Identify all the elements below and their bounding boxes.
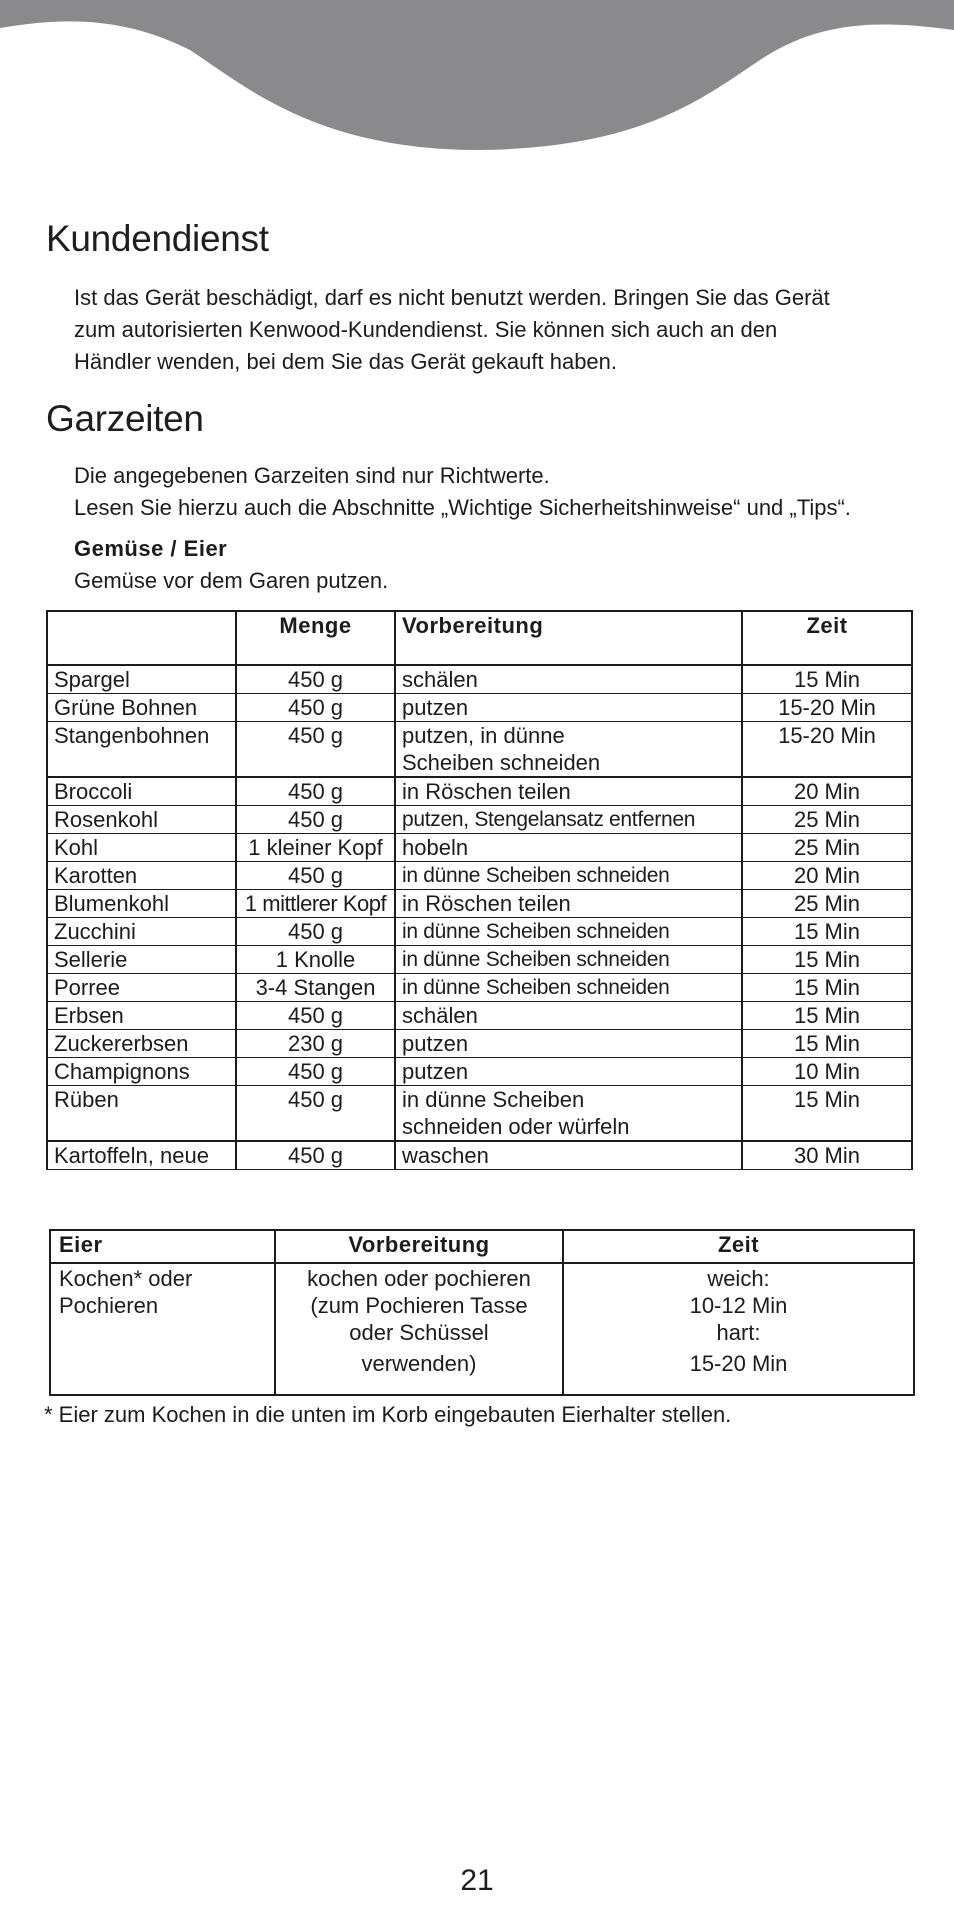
cell-name: Zucchini bbox=[47, 918, 236, 946]
table-row bbox=[47, 1002, 912, 1030]
cell-time: 15-20 Min bbox=[742, 722, 912, 778]
cell-time-line: hart: bbox=[716, 1320, 761, 1345]
cell-prep-line: schneiden oder würfeln bbox=[402, 1114, 630, 1139]
cell-amount: 450 g bbox=[236, 806, 395, 834]
cooking-note: Gemüse vor dem Garen putzen. bbox=[74, 568, 389, 593]
column-header-name bbox=[47, 611, 236, 665]
cell-time bbox=[563, 1263, 914, 1395]
service-line: Händler wenden, bei dem Sie das Gerät gekauft haben. bbox=[74, 349, 618, 374]
cell-time: 30 Min bbox=[742, 1141, 912, 1170]
column-header-vorbereitung: Vorbereitung bbox=[395, 611, 742, 665]
table-row bbox=[47, 1058, 912, 1086]
cell-name: Rüben bbox=[47, 1086, 236, 1142]
cell-time: 15 Min bbox=[742, 918, 912, 946]
cell-prep bbox=[395, 722, 742, 778]
table-header-row bbox=[50, 1230, 914, 1263]
cell-name: Kartoffeln, neue bbox=[47, 1141, 236, 1170]
cell-amount: 450 g bbox=[236, 777, 395, 806]
cell-amount: 450 g bbox=[236, 694, 395, 722]
cell-time-line: 15-20 Min bbox=[689, 1351, 788, 1376]
cell-amount: 230 g bbox=[236, 1030, 395, 1058]
cell-prep: in Röschen teilen bbox=[395, 890, 742, 918]
cell-name: Stangenbohnen bbox=[47, 722, 236, 778]
cell-prep: hobeln bbox=[395, 834, 742, 862]
subheading-gemuese-eier: Gemüse / Eier bbox=[74, 536, 228, 561]
cell-time: 10 Min bbox=[742, 1058, 912, 1086]
cell-amount: 450 g bbox=[236, 1141, 395, 1170]
table-row bbox=[47, 1141, 912, 1170]
cell-prep: schälen bbox=[395, 665, 742, 694]
table-row bbox=[47, 777, 912, 806]
cell-time: 15 Min bbox=[742, 1002, 912, 1030]
cooking-intro-line: Die angegebenen Garzeiten sind nur Richtwerte. bbox=[74, 463, 550, 488]
table-row bbox=[47, 862, 912, 890]
cell-time-line: 10-12 Min bbox=[689, 1293, 788, 1318]
eggs-table bbox=[49, 1229, 915, 1396]
cell-time: 15-20 Min bbox=[742, 694, 912, 722]
table-row bbox=[47, 974, 912, 1002]
table-row bbox=[47, 946, 912, 974]
cell-amount: 3-4 Stangen bbox=[236, 974, 395, 1002]
cell-name: Erbsen bbox=[47, 1002, 236, 1030]
cell-prep bbox=[275, 1263, 563, 1395]
table-row bbox=[47, 694, 912, 722]
cell-prep: putzen, Stengelansatz entfernen bbox=[395, 806, 742, 834]
cell-prep-line: (zum Pochieren Tasse bbox=[310, 1293, 528, 1318]
cell-amount: 450 g bbox=[236, 1058, 395, 1086]
cell-amount: 450 g bbox=[236, 862, 395, 890]
cell-amount: 1 Knolle bbox=[236, 946, 395, 974]
cell-prep-line: in dünne Scheiben bbox=[402, 1087, 585, 1112]
cell-time: 15 Min bbox=[742, 974, 912, 1002]
column-header-menge: Menge bbox=[236, 611, 395, 665]
cell-prep: putzen bbox=[395, 694, 742, 722]
cell-name: Grüne Bohnen bbox=[47, 694, 236, 722]
column-header-vorbereitung: Vorbereitung bbox=[275, 1230, 563, 1263]
cell-prep-line: verwenden) bbox=[361, 1351, 477, 1376]
table-row bbox=[50, 1263, 914, 1395]
cell-time: 20 Min bbox=[742, 862, 912, 890]
table-header-row bbox=[47, 611, 912, 665]
cell-amount: 450 g bbox=[236, 665, 395, 694]
column-header-zeit: Zeit bbox=[742, 611, 912, 665]
cell-prep: in dünne Scheiben schneiden bbox=[395, 946, 742, 974]
cell-prep: putzen bbox=[395, 1058, 742, 1086]
cell-prep: in dünne Scheiben schneiden bbox=[395, 918, 742, 946]
cooking-intro-line: Lesen Sie hierzu auch die Abschnitte „Wichtige Sicherheitshinweise“ und „Tips“. bbox=[74, 495, 851, 520]
cell-name: Porree bbox=[47, 974, 236, 1002]
cell-prep: in dünne Scheiben schneiden bbox=[395, 974, 742, 1002]
cell-time-line: weich: bbox=[707, 1266, 770, 1291]
table-row bbox=[47, 665, 912, 694]
vegetables-table bbox=[46, 610, 913, 1170]
cell-prep: in Röschen teilen bbox=[395, 777, 742, 806]
cell-prep: in dünne Scheiben schneiden bbox=[395, 862, 742, 890]
cell-prep: putzen bbox=[395, 1030, 742, 1058]
cell-amount: 1 kleiner Kopf bbox=[236, 834, 395, 862]
cell-time: 15 Min bbox=[742, 946, 912, 974]
cooking-intro bbox=[74, 460, 914, 524]
cell-name: Rosenkohl bbox=[47, 806, 236, 834]
cell-method bbox=[50, 1263, 275, 1395]
header-wave-graphic bbox=[0, 0, 954, 160]
cell-prep bbox=[395, 1086, 742, 1142]
column-header-zeit: Zeit bbox=[563, 1230, 914, 1263]
table-row bbox=[47, 722, 912, 778]
service-paragraph bbox=[74, 282, 914, 378]
cell-prep-line: Scheiben schneiden bbox=[402, 750, 601, 775]
cell-amount: 450 g bbox=[236, 1086, 395, 1142]
cell-name: Kohl bbox=[47, 834, 236, 862]
cell-time: 15 Min bbox=[742, 1030, 912, 1058]
cell-prep-line: kochen oder pochieren bbox=[307, 1266, 531, 1291]
cell-name: Sellerie bbox=[47, 946, 236, 974]
table-row bbox=[47, 834, 912, 862]
heading-garzeiten: Garzeiten bbox=[46, 398, 204, 439]
cell-name: Champignons bbox=[47, 1058, 236, 1086]
cell-prep: waschen bbox=[395, 1141, 742, 1170]
cell-amount: 450 g bbox=[236, 722, 395, 778]
cell-method-line: Kochen* oder bbox=[59, 1266, 193, 1291]
cell-time: 15 Min bbox=[742, 665, 912, 694]
cell-time: 20 Min bbox=[742, 777, 912, 806]
table-row bbox=[47, 1086, 912, 1142]
service-line: Ist das Gerät beschädigt, darf es nicht benutzt werden. Bringen Sie das Gerät bbox=[74, 285, 830, 310]
cell-name: Spargel bbox=[47, 665, 236, 694]
cell-prep-line: putzen, in dünne bbox=[402, 723, 565, 748]
cell-name: Karotten bbox=[47, 862, 236, 890]
table-row bbox=[47, 806, 912, 834]
service-line: zum autorisierten Kenwood-Kundendienst. Sie können sich auch an den bbox=[74, 317, 778, 342]
table-row bbox=[47, 918, 912, 946]
cell-time: 25 Min bbox=[742, 806, 912, 834]
cell-name: Zuckererbsen bbox=[47, 1030, 236, 1058]
table-row bbox=[47, 890, 912, 918]
page-number: 21 bbox=[460, 1864, 494, 1897]
cell-amount: 450 g bbox=[236, 1002, 395, 1030]
column-header-eier: Eier bbox=[50, 1230, 275, 1263]
cell-prep-line: oder Schüssel bbox=[349, 1320, 489, 1345]
table-row bbox=[47, 1030, 912, 1058]
cell-name: Broccoli bbox=[47, 777, 236, 806]
cell-name: Blumenkohl bbox=[47, 890, 236, 918]
cell-time: 25 Min bbox=[742, 890, 912, 918]
wave-shape bbox=[0, 0, 954, 150]
cell-method-line: Pochieren bbox=[59, 1293, 159, 1318]
cell-amount: 450 g bbox=[236, 918, 395, 946]
heading-kundendienst: Kundendienst bbox=[46, 218, 269, 259]
cell-prep: schälen bbox=[395, 1002, 742, 1030]
cell-time: 25 Min bbox=[742, 834, 912, 862]
cell-time: 15 Min bbox=[742, 1086, 912, 1142]
footnote: * Eier zum Kochen in die unten im Korb eingebauten Eierhalter stellen. bbox=[44, 1402, 732, 1427]
cell-amount: 1 mittlerer Kopf bbox=[236, 890, 395, 918]
